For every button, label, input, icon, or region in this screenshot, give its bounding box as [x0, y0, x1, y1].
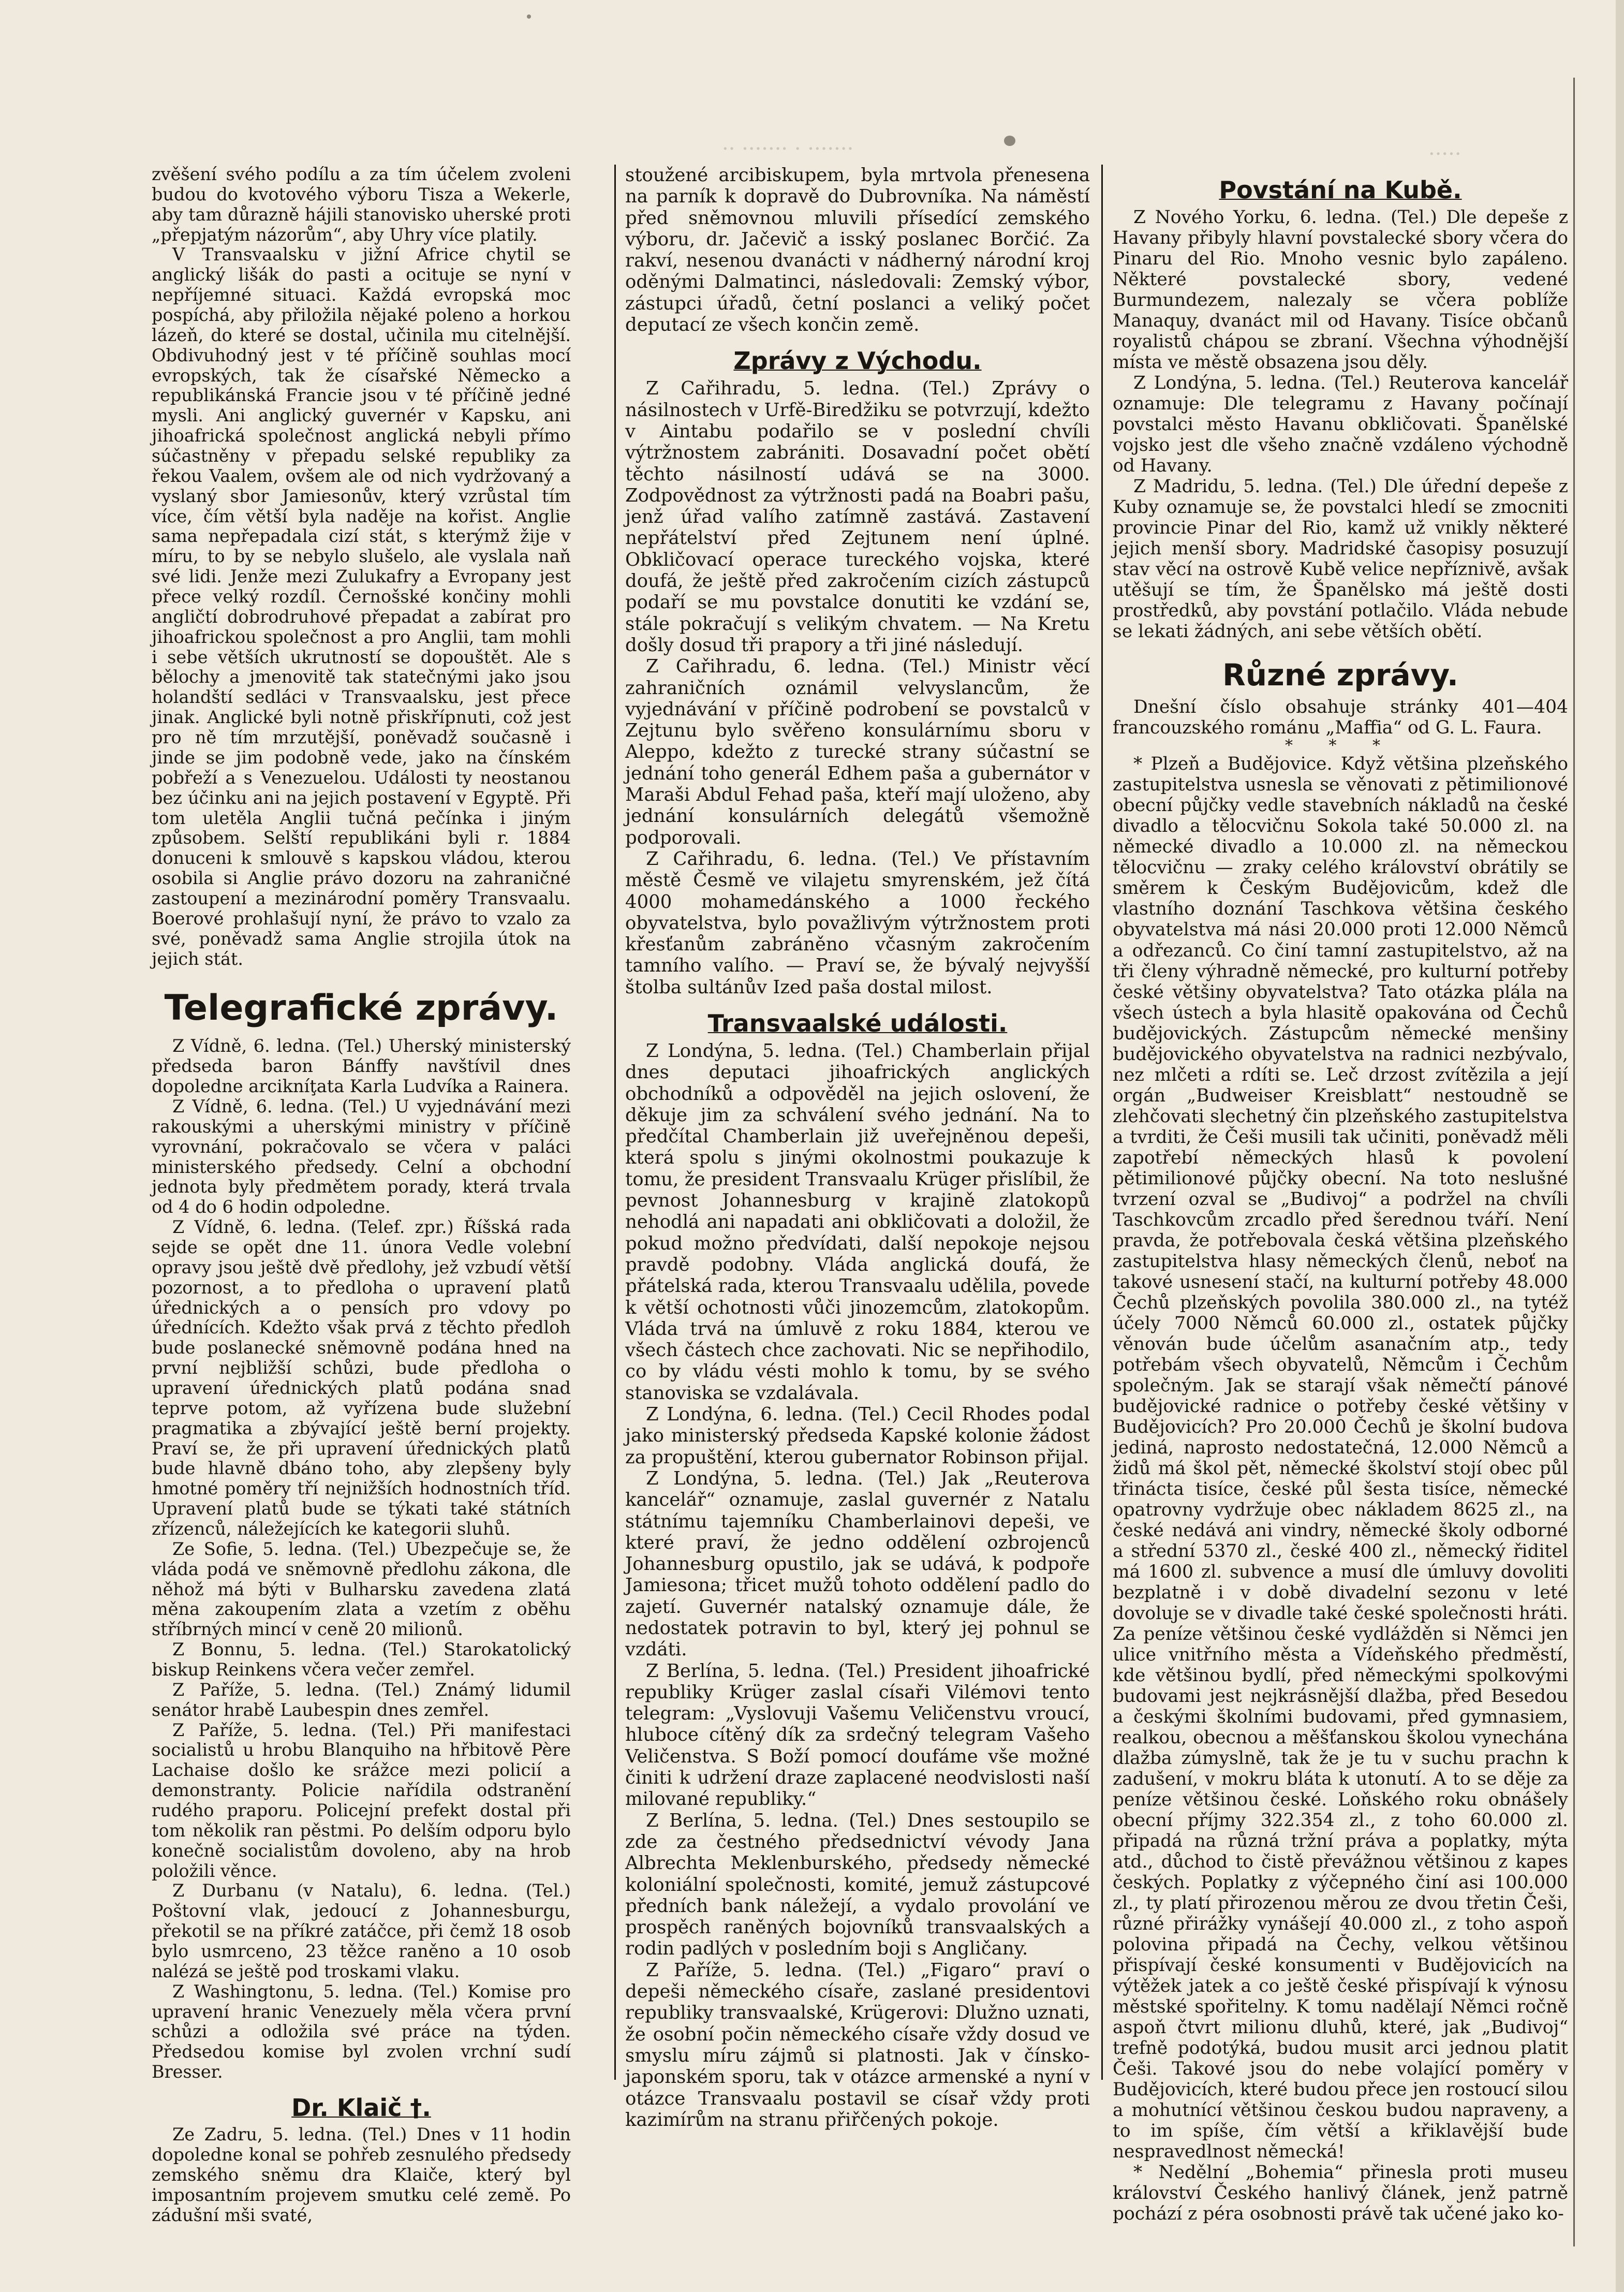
article-paragraph: Z Berlína, 5. ledna. (Tel.) President jihoafrické republiky Krüger zaslal císaři Vilémovi tento telegram: „Vyslovuji Vašemu Veličenstvu vroucí, hluboce cítěný dík za srdečný telegram Vašeho Veličenstva. S Boží pomocí doufáme vše možné činiti k udržení draze zaplacené neodvislosti naší milované republiky.“ — [625, 1660, 1090, 1810]
article-paragraph: zvěšení svého podílu a za tím účelem zvoleni budou do kvotového výboru Tisza a Wekerle, aby tam důrazně hájili stanovisko uherské proti „přepjatým názorům“, aby Uhry více platily. — [152, 164, 571, 245]
article-paragraph: Z Paříže, 5. ledna. (Tel.) Při manifestaci socialistů u hrobu Blanquiho na hřbitově Père Lachaise došlo ke srážce mezi policií a demonstranty. Policie nařídila odstranění rudého praporu. Policejní prefekt dostal při tom několik ran pěstmi. Po delším odporu bylo konečně socialistům dovoleno, aby na hrob položili věnce. — [152, 1720, 571, 1881]
ink-blot — [1004, 136, 1015, 146]
article-paragraph: Ze Zadru, 5. ledna. (Tel.) Dnes v 11 hodin dopoledne konal se pohřeb zesnulého předsedy zemského sněmu dra Klaiče, který byl imposantním projevem smutku celé země. Po zádušní mši svaté, — [152, 2124, 571, 2225]
article-paragraph: Z Londýna, 6. ledna. (Tel.) Cecil Rhodes podal jako ministerský předseda Kapské kolonie žádost za propuštění, kterou gubernator Robinson přijal. — [625, 1404, 1090, 1468]
article-paragraph: Z Londýna, 5. ledna. (Tel.) Reuterova kancelář oznamuje: Dle telegramu z Havany počínají povstalci město Havanu obkličovati. Španělské vojsko jest dle všeho značně vzdáleno východně od Havany. — [1113, 373, 1568, 477]
section-heading: Telegrafické zprávy. — [164, 988, 558, 1029]
column-divider — [1101, 165, 1103, 2080]
page-edge-line — [1573, 78, 1575, 2246]
section-heading: Transvaalské události. — [707, 1009, 1008, 1037]
article-paragraph: Z Madridu, 5. ledna. (Tel.) Dle úřední depeše z Kuby oznamuje se, že povstalci hledí se zmocniti provincie Pinar del Rio, kamž už vnikly některé jejich menší sbory. Madridské časopisy posuzují stav věcí na ostrově Kubě velice nepříznivě, avšak utěšují se tím, že Španělsko má ještě dosti prostředků, aby povstání potlačilo. Vláda nebude se lekati žádných, ani sebe větších obětí. — [1113, 476, 1568, 642]
article-paragraph: Dnešní číslo obsahuje stránky 401—404 francouzského románu „Maffia“ od G. L. Faura. — [1113, 697, 1568, 739]
column-left — [152, 165, 571, 2225]
ink-blot — [527, 14, 531, 19]
article-paragraph: * Nedělní „Bohemia“ přinesla proti museu království Českého hanlivý článek, jenž patrně pochází z péra osobnosti právě tak učené jako ko- — [1113, 2162, 1568, 2225]
article-paragraph: Z Nového Yorku, 6. ledna. (Tel.) Dle depeše z Havany přibyly hlavní povstalecké sbory včera do Pinaru del Rio. Mnoho vesnic bylo zapáleno. Některé povstalecké sbory, vedené Burmundezem, nalezaly se včera poblíže Manaquy, dvanáct mil od Havany. Tisíce občanů royalistů chápou se zbraní. Všechna výhodnější místa ve městě obsazena jsou děly. — [1113, 207, 1568, 373]
article-paragraph: V Transvaalsku v jižní Africe chytil se anglický lišák do pasti a ocituje se nyní v nepříjemné situaci. Každá evropská moc pospíchá, aby přiložila nějaké poleno a horkou lázeň, do které se dostal, učinila mu citelnější. Obdivuhodný jest v té příčině souhlas mocí evropských, tak že císařské Německo a republikánská Francie jsou v té příčině jedné mysli. Ani anglický guvernér v Kapsku, ani jihoafrická společnost anglická nebyli přímo súčastněny v přepadu selské republiky za řekou Vaalem, ovšem ale od nich vydržovaný a vyslaný sbor Jamiesonův, který vzrůstal tím více, čím větší byla naděje na kořist. Anglie sama nepřepadala cizí stát, s kterýmž žije v míru, to by se nebylo slušelo, ale vyslala naň své lidi. Jenže mezi Zulukafry a Evropany jest přece velký rozdíl. Černošské končiny mohli angličtí dobrodruhové přepadat a zabírat pro jihoafrickou společnost a pro Anglii, tam mohli i sebe větších ukrutností se dopouštět. Ale s bělochy a jmenovitě tak statečnými jako jsou holandští sedláci v Transvaalsku, jest přece jinak. Anglické byli notně přiskřípnuti, což jest pro ně tím mrzutější, poněvadž současně i jinde se jim podobně vede, jako na čínském pobřeží a s Venezuelou. Události ty neostanou bez účinku ani na jejich postavení v Egyptě. Při tom uletěla Anglii tučná pečínka i jiným způsobem. Selští republikáni byli r. 1884 donuceni k smlouvě s kapskou vládou, kterou osobila si Anglie právo dozoru na zahraničné zastoupení a mezinárodní poměry Transvaalu. Boerové prohlašují nyní, že právo to vzalo za své, poněvadž sama Anglie strojila útok na jejich stát. — [152, 244, 571, 969]
article-paragraph: Z Londýna, 5. ledna. (Tel.) Chamberlain přijal dnes deputaci jihoafrických anglických obchodníků a odpověděl na jejich oslovení, že děkuje jim za schválení svého jednání. Na to předčítal Chamberlain již uveřejněnou depeši, která spolu s jinými okolnostmi poukazuje k tomu, že president Transvaalu Krüger přislíbil, že pevnost Johannesburg v krajině zlatokopů nehodlá ani napadati ani obkličovati a doložil, že pokud možno předvídati, další nepokoje nejsou pravdě podobny. Vláda anglická doufá, že přátelská rada, kterou Transvaalu udělila, povede k větší ochotnosti vůči jinozemcům, zlatokopům. Vláda trvá na úmluvě z roku 1884, kterou ve všech částech chce zachovati. Nic se nepřihodilo, co by vládu vésti mohlo k tomu, by se svého stanoviska se vzdalávala. — [625, 1040, 1090, 1404]
article-paragraph: Z Paříže, 5. ledna. (Tel.) Známý lidumil senátor hrabě Laubespin dnes zemřel. — [152, 1679, 571, 1720]
article-paragraph: Z Berlína, 5. ledna. (Tel.) Dnes sestoupilo se zde za čestného předsednictví vévody Jana Albrechta Meklenburského, předsedy německé koloniální společnosti, komité, jemuž zástupcové předních bank náležejí, a vydalo provolání ve prospěch raněných bojovníků transvaalských a rodin padlých v posledním boji s Angličany. — [625, 1810, 1090, 1960]
column-divider — [614, 165, 616, 2080]
article-paragraph: * Plzeň a Budějovice. Když většina plzeňského zastupitelstva usnesla se věnovati z pětimilionové obecní půjčky vedle stavebních nákladů na české divadlo a tělocvičnu Sokola také 50.000 zl. na německé divadlo a 10.000 zl. na německou tělocvičnu — zraky celého království obrátily se směrem k Českým Budějovicům, kdež dle vlastního doznání Taschkova většina českého obyvatelstva má nási 20.000 proti 12.000 Němců a odřezanců. Co činí tamní zastupitelstvo, až na tři členy výhradně německé, pro kulturní potřeby české většiny obyvatelstva? Tato otázka plála na všech ústech a byla hlasitě opakována od Čechů budějovických. Zástupcům německé menšiny budějovického obyvatelstva na radnici nezbývalo, nez mlčeti a rdíti se. Leč drzost zvítězila a její orgán „Budweiser Kreisblatt“ nestoudně se zlehčovati slechetný čin plzeňského zastupitelstva a tvrditi, že Češi musili tak učiniti, poněvadž měli zapotřebí německých hlasů k povolení pětimilionové půjčky obecní. Na toto neslušné tvrzení ozval se „Budivoj“ a podržel na chvíli Taschkovcům zrcadlo před šerednou tváří. Není pravda, že potřebovala česká většina plzeňského zastupitelstva hlasy německých členů, neboť na takové usnesení stačí, na kulturní potřeby 48.000 Čechů plzeňských povolila 380.000 zl., na tytéž účely 7000 Němců 60.000 zl., ostatek půjčky věnován bude účelům asanačním atp., tedy potřebám všech obyvatelů, Němcům i Čechům společným. Jak se starají však němečtí pánové budějovické radnice o potřeby české většiny v Budějovicích? Pro 20.000 Čechů je školní budova jediná, naprosto nedostatečná, 12.000 Němců a židů má škol pět, německé školství stojí obec půl třinácta tisíce, české půl šesta tisíce, německé opatrovny vydržuje obec nákladem 8625 zl., na české nedává ani vindry, německé školy odborné a střední 5370 zl., české 400 zl., německý řiditel má 1600 zl. subvence a musí dle úmluvy dovoliti bezplatně i v době divadelní sezonu v leté dovoluje se v divadle také české společnosti hráti. Za peníze většinou české vydlážděn si Němci jen ulice vnitřního města a Vídeňského předměstí, kde většinou bydlí, před německými spolkovými budovami jest nejkrásnější dlažba, před Besedou a českými školními budovami, před gymnasiem, realkou, obecnou a měšťanskou školou vynechána dlažba zúmyslně, tak že je tu v suchu prachn k zadušení, v mokru bláta k utonutí. A to se děje za peníze většinou české. Loňského roku obnášely obecní příjmy 322.354 zl., z toho 60.000 zl. připadá na různá tržní práva a poplatky, mýta atd., důchod to čistě převážnou většinou z kapes českých. Poplatky z výčepného činí asi 100.000 zl., ty platí přirozenou měrou ze dvou třetin Češi, různé přirážky vynášejí 40.000 zl., z toho aspoň polovina připadá na Čechy, velkou většinou přispívají české konsumenti v Budějovicích na výtěžek jatek a co ještě české přispívají k výnosu městské spořitelny. K tomu nadělají Němci ročně aspoň čtvrt milionu dluhů, které, jak „Budivoj“ trefně podotýká, budou musit arci jednou platit Češi. Takové jsou do nebe volající poměry v Budějovicích, které budou přece jen rostoucí silou a mohutnící většinou českou budou napraveny, a to im spíše, čím větší a křiklavější bude nespravedlnost německá! — [1113, 754, 1568, 2163]
bleed-through-text: ·· ······· · ······· — [722, 137, 854, 161]
article-paragraph: Z Paříže, 5. ledna. (Tel.) „Figaro“ praví o depeši německého císaře, zaslané presidentovi republiky transvaalské, Krügerovi: Dlužno uznati, že osobní počin německého císaře vždy dosud ve smyslu míru zájmů si platnosti. Jak v čínsko-japonském sporu, tak v otázce armenské a nyní v otázce Transvaalu postavil se císař vždy proti kazimírům na stranu přiřčených pokoje. — [625, 1959, 1090, 2131]
article-paragraph: stoužené arcibiskupem, byla mrtvola přenesena na parník k dopravě do Dubrovníka. Na náměstí před sněmovnou mluvili přísedící zemského výboru, dr. Jačevič a isský poslanec Borčić. Za rakví, nesenou dvanácti v nádherný národní kroj oděnými Dalmatinci, následovali: Zemský výbor, zástupci úřadů, četní poslanci a veliký počet deputací ze všech končin země. — [625, 165, 1090, 336]
column-right — [1113, 165, 1568, 2224]
article-paragraph: Z Durbanu (v Natalu), 6. ledna. (Tel.) Poštovní vlak, jedoucí z Johannesburgu, překotil se na příkré zatáčce, při čemž 18 osob bylo usmrceno, 23 těžce raněno a 10 osob nalézá se ještě pod troskami vlaku. — [152, 1880, 571, 1981]
article-paragraph: Ze Sofie, 5. ledna. (Tel.) Ubezpečuje se, že vláda podá ve sněmovně předlohu zákona, dle něhož má býti v Bulharsku zavedena zlatá měna zakoupením zlata a vzetím z oběhu stříbrných mincí v ceně 20 milionů. — [152, 1538, 571, 1640]
section-heading: Zprávy z Východu. — [733, 347, 982, 375]
section-heading: Povstání na Kubě. — [1219, 176, 1462, 204]
section-separator: * * * — [1285, 737, 1396, 755]
article-paragraph: Z Vídně, 6. ledna. (Telef. zpr.) Říšská rada sejde se opět dne 11. února Vedle volební opravy jsou ještě dvě předlohy, jež vzbudí větší pozornost, a to předloha o upravení platů úřednických a o pensích pro vdovy po úřednících. Kdežto však prvá z těchto předloh bude poslanecké sněmovně podána hned na první nejbližší schůzi, bude předloha o upravení úřednických platů podána snad teprve potom, až vyřízena bude služební pragmatika a zbývající ještě berní projekty. Praví se, že při upravení úřednických platů bude hlavně dbáno toho, aby zlepšeny byly hmotné poměry tří nejnižších hodnostních tříd. Upravení platů bude se týkati také státních zřízenců, náležejících ke kategorii sluhů. — [152, 1217, 571, 1539]
article-paragraph: Z Vídně, 6. ledna. (Tel.) U vyjednávání mezi rakouskými a uherskými ministry v příčině vyrovnání, pokračovalo se včera v paláci ministerského předsedy. Celní a obchodní jednota byly předmětem porady, která trvala od 4 do 6 hodin odpoledne. — [152, 1096, 571, 1217]
article-paragraph: Z Bonnu, 5. ledna. (Tel.) Starokatolický biskup Reinkens včera večer zemřel. — [152, 1639, 571, 1680]
column-middle — [625, 165, 1090, 2131]
article-paragraph: Z Londýna, 5. ledna. (Tel.) Jak „Reuterova kancelář“ oznamuje, zaslal guvernér z Natalu státnímu tajemníku Chamberlainovi depeši, ve které praví, že jedno oddělení ozbrojenců Johannesburg opustilo, jak se udává, k podpoře Jamiesona; třicet mužů tohoto oddělení padlo do zajetí. Guvernér natalský oznamuje dále, že nedostatek potravin to byl, který jej pohnul se vzdáti. — [625, 1467, 1090, 1661]
article-paragraph: Z Cařihradu, 6. ledna. (Tel.) Ve přístavním městě Česmě ve vilajetu smyrenském, jež čítá 4000 mohamedánského a 1000 řeckého obyvatelstva, bylo považlivým výtržnostem proti křesťanům zabráněno včasným zakročením tamního valího. — Praví se, že bývalý nejvyšší štolba sultánův Ized paša dostal milost. — [625, 848, 1090, 998]
article-paragraph: Z Cařihradu, 5. ledna. (Tel.) Zprávy o násilnostech v Urfě-Biredžiku se potvrzují, kdežto v Aintabu podařilo se v poslední chvíli výtržnostem zabrániti. Dosavadní počet obětí těchto násilností udává se na 3000. Zodpovědnost za výtržnosti padá na Boabri pašu, jenž úřad valího zatímně zastává. Zastavení nepřátelství před Zejtunem není úplné. Obkličovací operace tureckého vojska, které doufá, že ještě před zakročením cizích zástupců podaří se mu povstalce donutiti ke vzdání se, stále pokračují s velikým chvatem. — Na Kretu došly dosud tři prapory a tři jiné následují. — [625, 378, 1090, 656]
article-paragraph: Z Cařihradu, 6. ledna. (Tel.) Ministr věcí zahraničních oznámil velvyslancům, že vyjednávání v příčině podrobení se povstalců v Zejtunu bylo svěřeno konsulárnímu sboru v Aleppo, kdežto z turecké strany súčastní se jednání toho generál Edhem paša a gubernátor v Maraši Abdul Fehad paša, kteří mají uloženo, aby jednání konsulárních delegátů všemožně podporovali. — [625, 656, 1090, 848]
section-heading: Dr. Klaič †. — [291, 2094, 431, 2122]
article-paragraph: Z Vídně, 6. ledna. (Tel.) Uherský ministerský předseda baron Bánffy navštívil dnes dopoledne arcikníţata Karla Ludvíka a Rainera. — [152, 1036, 571, 1097]
page-edge — [1616, 0, 1624, 2292]
section-heading: Různé zprávy. — [1222, 657, 1458, 693]
article-paragraph: Z Washingtonu, 5. ledna. (Tel.) Komise pro upravení hranic Venezuely měla včera první schůzi a odložila své práce na týden. Předsedou komise byl zvolen vrchní sudí Bresser. — [152, 1981, 571, 2082]
bleed-through-text: ····· — [1428, 142, 1461, 166]
